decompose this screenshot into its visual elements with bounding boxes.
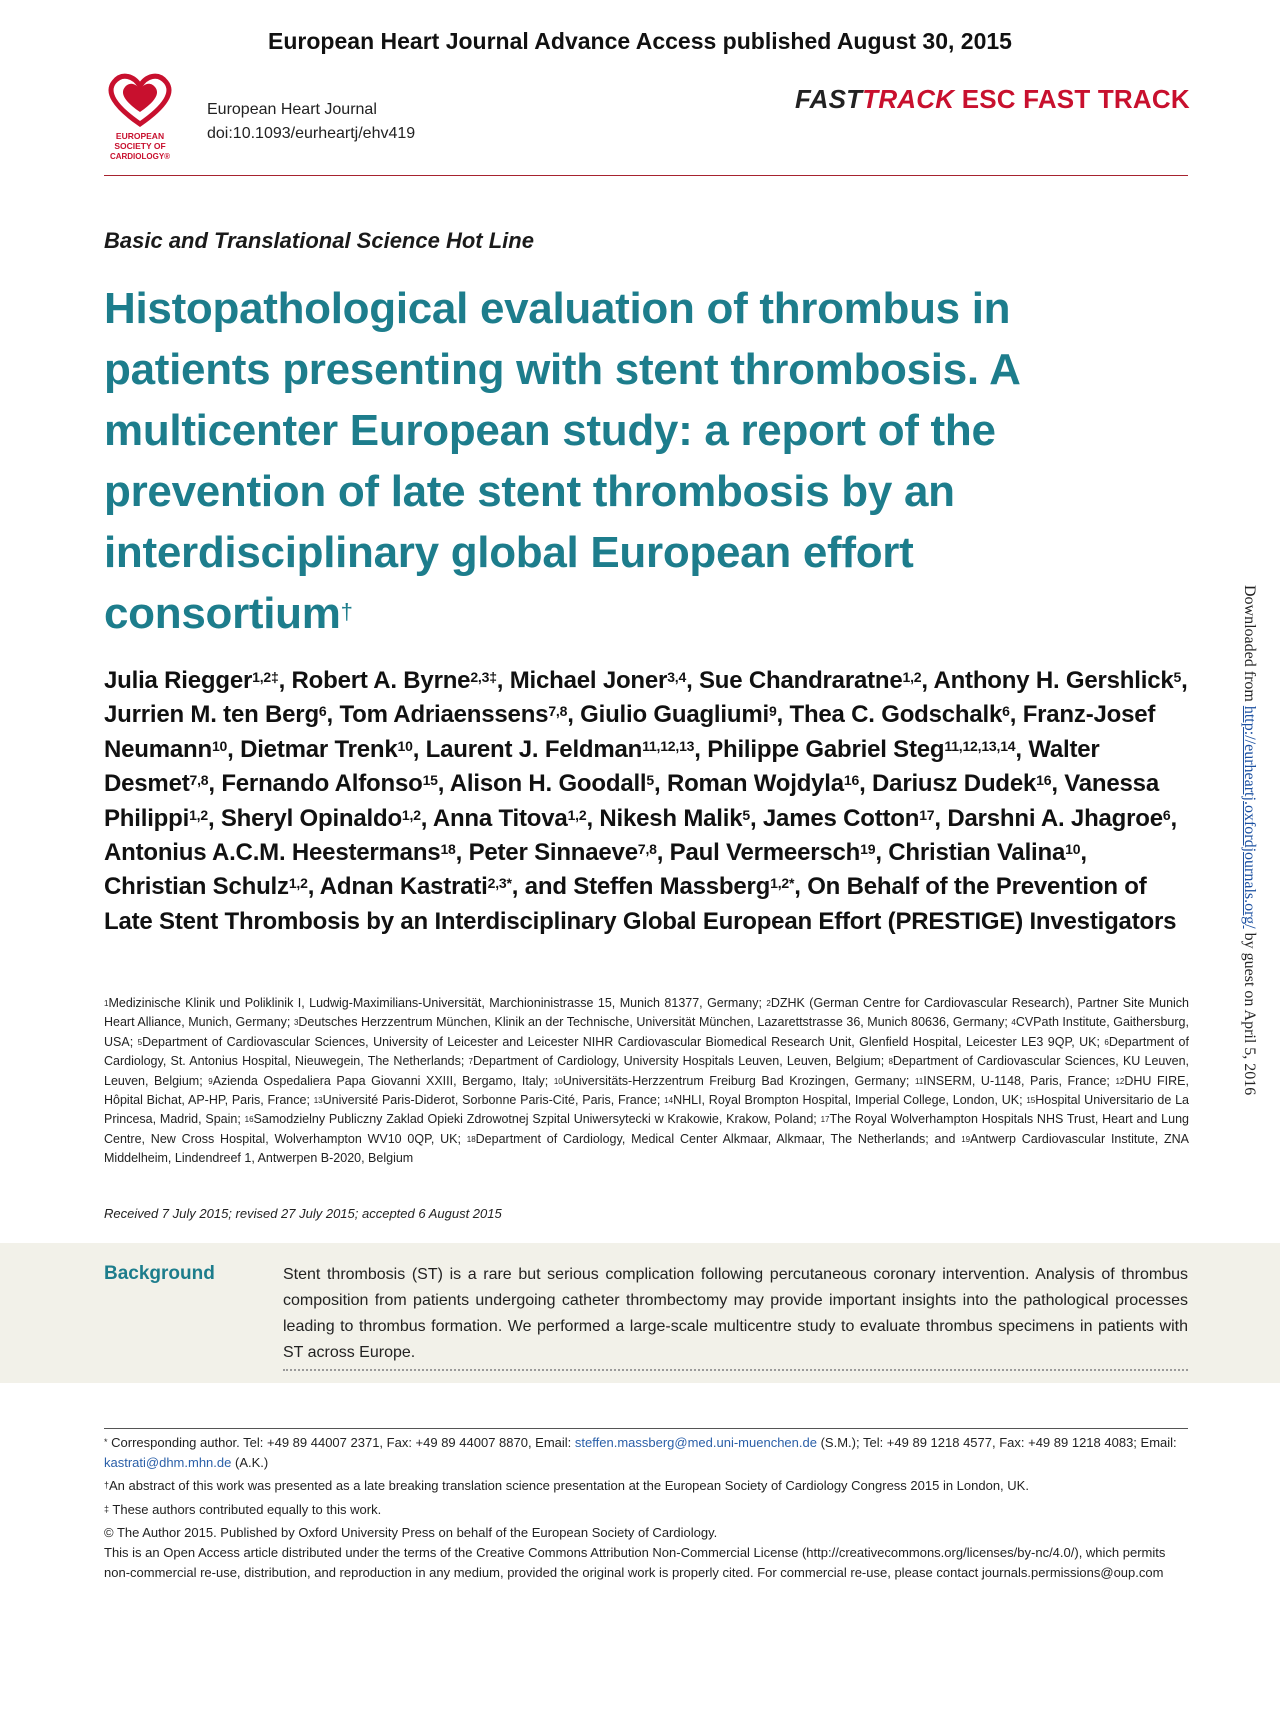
affiliation-number: 19 <box>961 1134 971 1144</box>
author-affiliation-marks: 1,2 <box>902 669 922 685</box>
copyright-note: © The Author 2015. Published by Oxford University Press on behalf of the European Society of Cardiology. <box>104 1525 718 1541</box>
author <box>450 770 654 797</box>
affiliation-text: INSERM, U-1148, Paris, France; <box>923 1073 1110 1088</box>
affiliation-number: 8 <box>888 1057 893 1067</box>
author <box>339 701 567 728</box>
section-label: Basic and Translational Science Hot Line <box>104 228 534 253</box>
author-affiliation-marks: 10 <box>211 737 228 754</box>
download-sidebar <box>1236 585 1258 1125</box>
author-affiliation-marks: 19 <box>860 841 876 858</box>
author-affiliation-marks: 16 <box>843 772 860 789</box>
author <box>872 770 1051 797</box>
affiliation-number: 13 <box>313 1096 323 1106</box>
download-sidebar-text: Downloaded from http://eurheartj.oxfordjournals.org/ by guest on April 5, 2016 <box>1241 585 1258 1096</box>
affiliation <box>245 1112 817 1126</box>
author <box>104 701 327 728</box>
author-name: Adnan Kastrati <box>319 873 488 901</box>
affiliation-number: 2 <box>766 999 771 1008</box>
author <box>789 701 1009 728</box>
license-note: This is an Open Access article distributed under the terms of the Creative Commons Attribution Non-Commercial License (http://creativecommons.org/licenses/by-nc/4.0/), which permits non-commercial re-use, distribution, and reproduction in any medium, provided the original work is properly cited. For commercial re-use, please contact journals.permissions@oup.com <box>104 1544 1166 1580</box>
received-dates: Received 7 July 2015; revised 27 July 2015; accepted 6 August 2015 <box>104 1206 502 1221</box>
affiliation-text: Department of Cardiovascular Sciences, KU Leuven, Leuven, Belgium; <box>104 1054 1189 1088</box>
affiliation-text: Deutsches Herzzentrum München, Klinik an der Technische, Universität München, Lazarettstrasse 36, Munich 80636, Germany; <box>298 1015 1008 1030</box>
author-affiliation-marks: 7,8 <box>637 841 657 858</box>
affiliation-text: Universitäts-Herzzentrum Freiburg Bad Krozingen, Germany; <box>562 1073 910 1088</box>
title-text: Histopathological evaluation of thrombus in patients presenting with stent thrombosis. A multicenter European study: a report of the prevention of late stent thrombosis by an interdisciplinary global European effort consortium <box>104 284 1019 638</box>
affiliation <box>915 1074 1110 1088</box>
affiliation-text: Samodzielny Publiczny Zaklad Opieki Zdrowotnej Szpital Uniwersytecki w Krakowie, Krakow, Poland; <box>253 1112 817 1127</box>
affiliation-number: 12 <box>1115 1076 1125 1086</box>
affiliation-number: 6 <box>1104 1037 1109 1047</box>
affiliation-text: The Royal Wolverhampton Hospitals NHS Trust, Heart and Lung Centre, New Cross Hospital, Wolverhampton WV10 0QP, UK; <box>104 1112 1189 1146</box>
affiliations <box>104 994 1189 1169</box>
affiliation <box>467 1132 956 1146</box>
header-divider <box>104 175 1188 176</box>
author <box>947 805 1170 832</box>
author-affiliation-marks: 6 <box>1162 806 1171 823</box>
author <box>510 667 686 694</box>
affiliation-number: 17 <box>820 1115 830 1125</box>
author-name: Philippe Gabriel Steg <box>707 735 945 763</box>
author-name: Darshni A. Jhagroe <box>947 804 1163 832</box>
author <box>104 873 308 900</box>
author-name: Thea C. Godschalk <box>789 701 1003 729</box>
author <box>221 805 421 832</box>
author <box>240 736 413 763</box>
abstract-dotted-divider <box>283 1369 1188 1371</box>
author <box>763 805 934 832</box>
author-affiliation-marks: 6 <box>318 703 327 720</box>
email-link-kastrati[interactable]: kastrati@dhm.mhn.de <box>104 1454 232 1470</box>
author <box>667 770 859 797</box>
author-name: Nikesh Malik <box>599 804 743 832</box>
affiliation-number: 15 <box>1026 1096 1036 1106</box>
author <box>292 667 497 694</box>
author <box>525 873 795 900</box>
affiliation <box>104 996 762 1010</box>
author-affiliation-marks: 1,2 <box>288 875 308 892</box>
affiliation <box>554 1074 910 1088</box>
author-affiliation-marks: 1,2 <box>189 806 208 823</box>
affiliation-text: Department of Cardiovascular Sciences, University of Leicester and Leicester NIHR Cardiovascular Biomedical Research Unit, Glenfield Hospital, Leicester LE3 9QP, UK; <box>142 1034 1100 1049</box>
author-name: Anna Titova <box>432 804 568 832</box>
author <box>888 839 1080 866</box>
abstract-background-heading: Background <box>104 1263 215 1284</box>
author-affiliation-marks: 1,2 <box>401 806 421 823</box>
journal-site-link[interactable]: http://eurheartj.oxfordjournals.org/ <box>1241 705 1258 929</box>
author-name: Jurrien M. ten Berg <box>104 701 319 729</box>
author-name: Antonius A.C.M. Heestermans <box>104 839 441 867</box>
affiliation-number: 16 <box>244 1115 254 1125</box>
dagger-note: †An abstract of this work was presented as a late breaking translation science presentation at the European Society of Cardiology Congress 2015 in London, UK. <box>104 1478 1029 1494</box>
author-name: Alison H. Goodall <box>449 770 647 798</box>
author-affiliation-marks: 1,2 <box>567 806 587 823</box>
author-name: Steffen Massberg <box>573 873 771 901</box>
affiliation-number: 11 <box>914 1076 924 1086</box>
affiliation-text: DZHK (German Centre for Cardiovascular Research), Partner Site Munich Heart Alliance, Munich, Germany; <box>104 996 1190 1030</box>
affiliation-text: Hospital Universitario de La Princesa, Madrid, Spain; <box>104 1093 1190 1127</box>
author-affiliation-marks: 7,8 <box>189 772 209 789</box>
affiliation-text: Azienda Ospedaliera Papa Giovanni XXIII, Bergamo, Italy; <box>212 1073 549 1088</box>
author-affiliation-marks: 15 <box>422 772 438 789</box>
author <box>599 805 750 832</box>
affiliation-text: Department of Cardiology, St. Antonius Hospital, Nieuwegein, The Netherlands; <box>104 1034 1189 1069</box>
author-name: Giulio Guagliumi <box>580 701 769 729</box>
affiliation-text: Department of Cardiology, University Hospitals Leuven, Leuven, Belgium; <box>472 1054 885 1069</box>
affiliation-number: 18 <box>466 1134 476 1144</box>
author-name: Laurent J. Feldman <box>425 735 643 763</box>
footnotes <box>104 1433 1189 1586</box>
author-name: Julia Riegger <box>104 667 253 694</box>
author-name: Vanessa Philippi <box>104 770 1159 832</box>
author-affiliation-marks: 11,12,13 <box>642 737 695 754</box>
corresponding-author-note: * Corresponding author. Tel: +49 89 44007 2371, Fax: +49 89 44007 8870, Email: steffen.massberg@med.uni-muenchen.de (S.M.); Tel: +49 89 1218 4577, Fax: +49 89 1218 4083; Email: kastrati@dhm.mhn.de (A.K.) <box>104 1435 1177 1470</box>
author-affiliation-marks: 10 <box>397 737 413 754</box>
double-dagger-note: ‡ These authors contributed equally to this work. <box>104 1501 382 1517</box>
affiliation-text: DHU FIRE, Hôpital Bichat, AP-HP, Paris, France; <box>104 1073 1189 1108</box>
author-affiliation-marks: 2,3* <box>487 875 512 892</box>
author-name: Franz-Josef Neumann <box>104 701 1156 763</box>
article-title <box>104 278 1164 644</box>
logo-line-2: SOCIETY OF <box>114 141 166 151</box>
author-affiliation-marks: 17 <box>919 806 935 823</box>
author-affiliation-marks: 2,3‡ <box>470 669 497 685</box>
author-affiliation-marks: 18 <box>440 841 456 858</box>
affiliation <box>314 1093 661 1107</box>
author <box>426 736 695 763</box>
title-dagger: † <box>340 599 353 624</box>
author-name: Christian Valina <box>888 839 1066 867</box>
footnote-divider <box>104 1428 1188 1429</box>
affiliation-text: Université Paris-Diderot, Sorbonne Paris-Cité, Paris, France; <box>322 1093 661 1108</box>
author-affiliation-marks: 9 <box>768 703 777 720</box>
author-affiliation-marks: 11,12,13,14 <box>944 737 1016 754</box>
author-name: James Cotton <box>762 804 920 832</box>
author-list: Julia Riegger$^{1,2\ddagger}$, Robert A. Byrne$^{2,3\ddagger}$, Michael Joner$^{3,4}$, Sue Chandraratne$^{1,2}$, Anthony H. Gershlick$^5$, Jurrien M. ten Berg$^6$, Tom Adriaenssens$^{7,8}$, Giulio Guagliumi$^9$, Thea C. Godschalk$^6$, Franz-Josef Neumann$^{10}$, Dietmar Trenk$^{10}$, Laurent J. Feldman$^{11,12,13}$, Philippe Gabriel Steg$^{11,12,13,14}$, Walter Desmet$^{7,8}$, Fernando Alfonso$^{15}$, Alison H. Goodall$^5$, Roman Wojdyla$^{16}$, Dariusz Dudek$^{16}$, Vanessa Philippi$^{1,2}$, Sheryl Opinaldo$^{1,2}$, Anna Titova$^{1,2}$, Nikesh Malik$^5$, James Cotton$^{17}$, Darshni A. Jhagroe$^6$, Antonius A.C.M. Heestermans$^{18}$, Peter Sinnaeve$^{7,8}$, Paul Vermeersch$^{19}$, Christian Valina$^{10}$, Christian Schulz$^{1,2}$, Adnan Kastrati$^{2,3*}$, and Steffen Massberg$^{1,2*}$, On Behalf of the Prevention of Late Stent Thrombosis by an Interdisciplinary Global European Effort (PRESTIGE) Investigators <box>104 667 1188 935</box>
esc-fast-track: ESC FAST TRACK <box>961 84 1190 114</box>
author <box>433 805 587 832</box>
author-name: Tom Adriaenssens <box>339 701 549 729</box>
author-name: Walter Desmet <box>104 735 1100 798</box>
affiliation-text: Antwerp Cardiovascular Institute, ZNA Middelheim, Lindendreef 1, Antwerpen B-2020, Belgium <box>104 1131 1189 1166</box>
author-name: Michael Joner <box>509 667 668 694</box>
logo-line-3: CARDIOLOGY® <box>109 152 171 161</box>
abstract-background-text: Stent thrombosis (ST) is a rare but serious complication following percutaneous coronary intervention. Analysis of thrombus composition from patients undergoing catheter thrombectomy may provide important insights into the pathological processes leading to thrombus formation. We performed a large-scale multicentre study to evaluate thrombus specimens in patients with ST across Europe. <box>283 1266 1188 1361</box>
author-affiliation-marks: 10 <box>1065 841 1081 858</box>
affiliation-number: 14 <box>664 1096 674 1106</box>
affiliation-number: 9 <box>208 1076 213 1086</box>
author-conjunction: and <box>524 873 567 901</box>
author <box>104 667 279 694</box>
author-affiliation-marks: 5 <box>742 806 750 823</box>
affiliation-text: Medizinische Klinik und Poliklinik I, Ludwig-Maximilians-Universität, Marchioninistrasse 15, Munich 81377, Germany; <box>108 996 762 1010</box>
affiliation <box>138 1035 1100 1049</box>
esc-heart-logo <box>100 66 180 166</box>
author <box>699 667 921 694</box>
author <box>320 873 512 900</box>
journal-name: European Heart Journal <box>207 101 377 118</box>
affiliation <box>294 1015 1008 1029</box>
affiliation-number: 10 <box>553 1076 563 1086</box>
author-affiliation-marks: 16 <box>1036 772 1052 789</box>
doi: doi:10.1093/eurheartj/ehv419 <box>207 125 416 142</box>
author-name: Dietmar Trenk <box>240 735 398 763</box>
journal-info <box>207 98 415 146</box>
fasttrack-track: TRACK <box>862 84 955 114</box>
author-name: Dariusz Dudek <box>872 770 1037 798</box>
author-name: Roman Wojdyla <box>666 770 844 798</box>
author <box>221 770 437 797</box>
author-affiliation-marks: 1,2* <box>770 875 795 892</box>
fasttrack-fast: FAST <box>795 84 863 114</box>
author <box>670 839 876 866</box>
author-name: Fernando Alfonso <box>221 770 423 798</box>
affiliation <box>208 1074 548 1088</box>
affiliation-text: NHLI, Royal Brompton Hospital, Imperial College, London, UK; <box>673 1093 1023 1108</box>
author <box>707 736 1015 763</box>
author-affiliation-marks: 5 <box>1173 669 1182 685</box>
email-link-massberg[interactable]: steffen.massberg@med.uni-muenchen.de <box>574 1435 817 1450</box>
author-name: Robert A. Byrne <box>291 667 471 694</box>
publication-banner: European Heart Journal Advance Access published August 30, 2015 <box>268 28 1012 54</box>
author-affiliation-marks: 3,4 <box>667 669 687 685</box>
affiliation-number: 7 <box>468 1057 473 1067</box>
affiliation-text: CVPath Institute, Gaithersburg, USA; <box>104 1015 1189 1049</box>
author-affiliation-marks: 7,8 <box>548 703 568 720</box>
author <box>933 667 1181 694</box>
affiliation <box>664 1093 1022 1107</box>
author-name: Anthony H. Gershlick <box>933 667 1174 694</box>
fast-track-badge <box>795 84 1190 115</box>
investigators-group: On Behalf of the Prevention of Late Stent Thrombosis by an Interdisciplinary Global European Effort (PRESTIGE) Investigators <box>104 873 1177 935</box>
affiliation-number: 4 <box>1011 1018 1016 1028</box>
author-name: Paul Vermeersch <box>669 839 861 867</box>
author-affiliation-marks: 1,2‡ <box>252 669 279 685</box>
logo-line-1: EUROPEAN <box>115 131 165 141</box>
author-name: Sue Chandraratne <box>699 667 903 694</box>
author-affiliation-marks: 5 <box>646 772 654 789</box>
affiliation <box>469 1054 885 1068</box>
affiliation-number: 5 <box>137 1037 143 1047</box>
author-name: Christian Schulz <box>104 873 289 901</box>
author <box>104 839 456 866</box>
author-name: Peter Sinnaeve <box>468 839 638 867</box>
author-name: Sheryl Opinaldo <box>220 804 402 832</box>
affiliation-number: 1 <box>104 999 109 1008</box>
author <box>469 839 657 866</box>
author-affiliation-marks: 6 <box>1002 703 1010 720</box>
author <box>580 701 776 728</box>
affiliation-text: Department of Cardiology, Medical Center Alkmaar, Alkmaar, The Netherlands; and <box>475 1131 956 1146</box>
affiliation-number: 3 <box>293 1018 299 1028</box>
